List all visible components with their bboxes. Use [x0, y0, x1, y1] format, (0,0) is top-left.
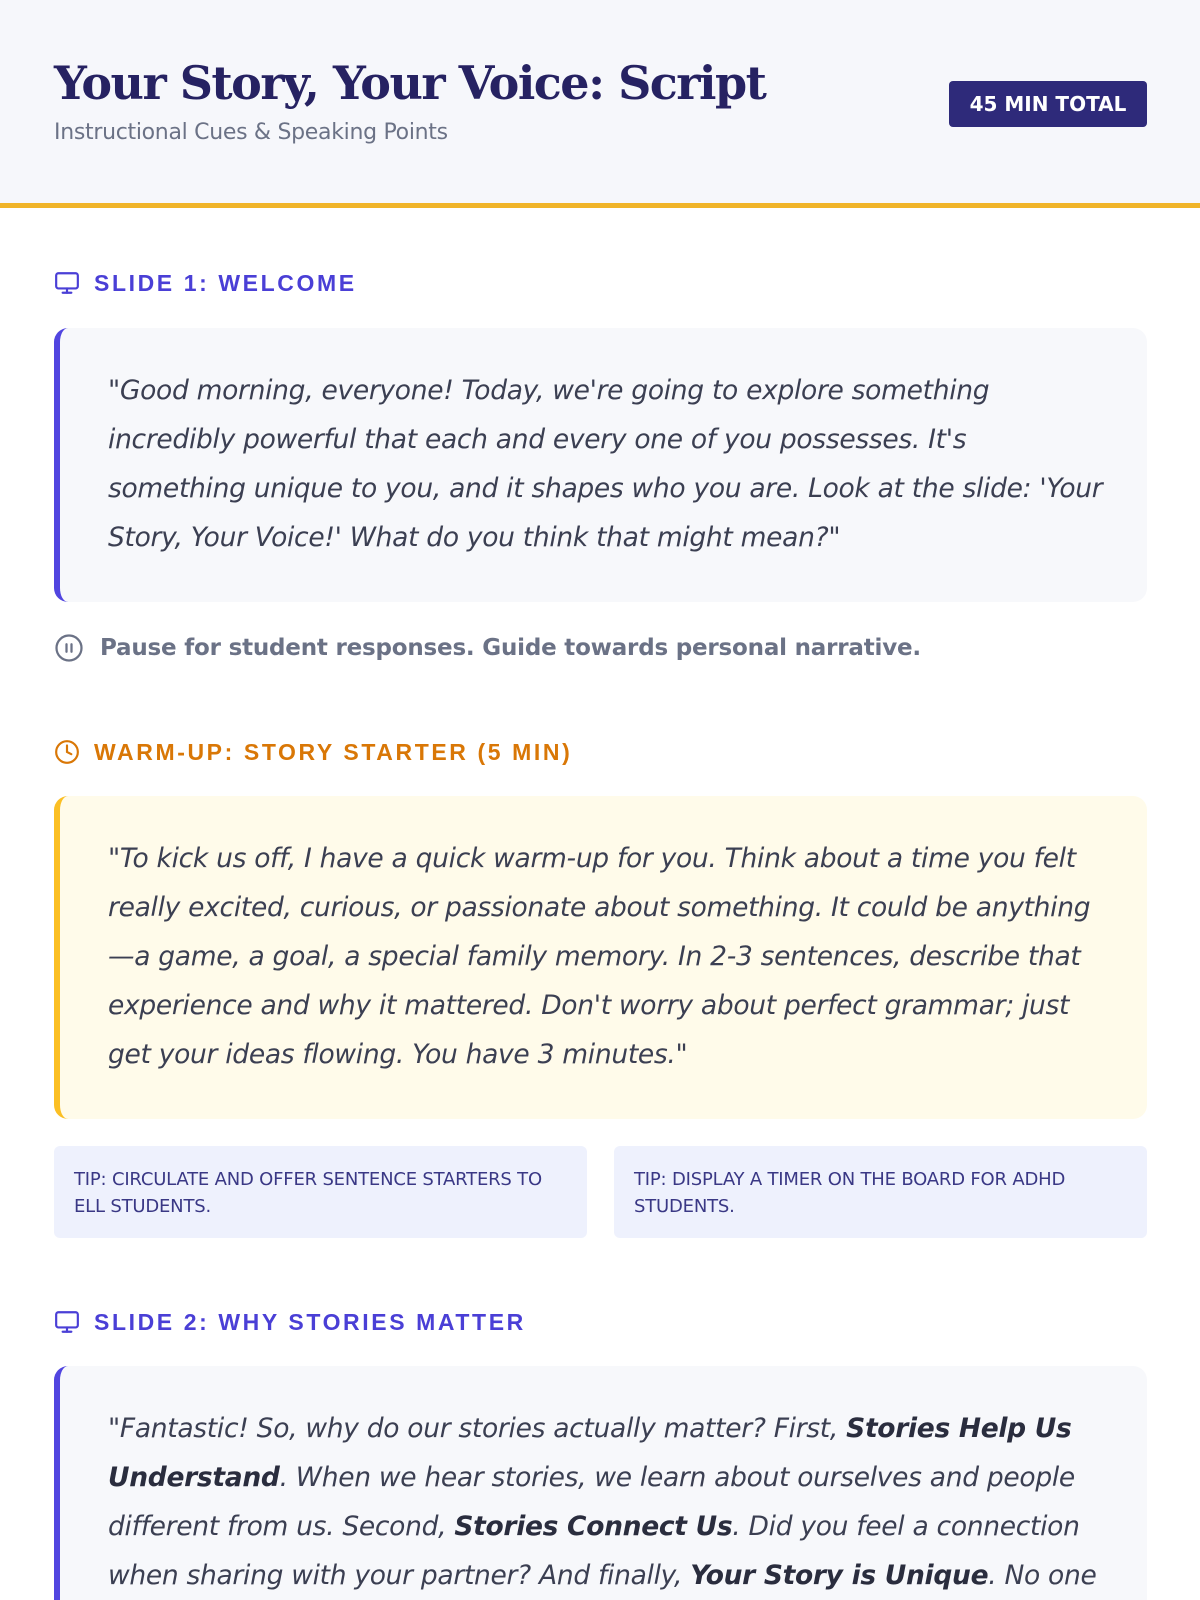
section-heading-label: SLIDE 1: WELCOME: [94, 269, 357, 296]
quote-text: . When we hear stories, we learn about ourselves and people different from us. Second,: [108, 1462, 1075, 1542]
page-subtitle: Instructional Cues & Speaking Points: [54, 120, 448, 145]
pause-cue: [54, 633, 921, 663]
pause-cue-text: Pause for student responses. Guide towards personal narrative.: [100, 635, 921, 661]
quote-text: . Did you feel a connection when sharing with your partner? And finally,: [108, 1511, 1080, 1591]
script-quote-slide-1: "Good morning, everyone! Today, we're going to explore something incredibly powerful that each and every one of you possesses. It's something unique to you, and it shapes who you are. Look at the slide: 'Your Story, Your Voice!' What do you think that might mean?": [54, 328, 1147, 602]
section-heading-label: WARM-UP: STORY STARTER (5 MIN): [94, 738, 573, 765]
script-quote-warm-up: "To kick us off, I have a quick warm-up for you. Think about a time you felt really excited, curious, or passionate about something. It could be anything—a game, a goal, a special family memory. In 2-3 sentences, describe that experience and why it mattered. Don't worry about perfect grammar; just get your ideas flowing. You have 3 minutes.": [54, 796, 1147, 1119]
page-header: [0, 0, 1200, 208]
monitor-icon: [54, 270, 80, 296]
tip-card-adhd: TIP: DISPLAY A TIMER ON THE BOARD FOR ADHD STUDENTS.: [614, 1146, 1147, 1238]
script-quote-slide-2: [54, 1366, 1147, 1600]
section-heading-warm-up: [54, 737, 572, 767]
section-heading-label: SLIDE 2: WHY STORIES MATTER: [94, 1308, 526, 1335]
section-heading-slide-2: [54, 1307, 526, 1337]
total-time-badge: 45 MIN TOTAL: [949, 81, 1147, 127]
key-point-unique: Your Story is Unique: [690, 1560, 989, 1591]
monitor-icon: [54, 1309, 80, 1335]
tip-card-ell: TIP: CIRCULATE AND OFFER SENTENCE STARTERS TO ELL STUDENTS.: [54, 1146, 587, 1238]
quote-text: "Fantastic! So, why do our stories actually matter? First,: [108, 1413, 847, 1444]
quote-text: . No one: [988, 1560, 1097, 1591]
pause-circle-icon: [54, 633, 84, 663]
page-title: Your Story, Your Voice: Script: [54, 56, 766, 110]
section-heading-slide-1: [54, 268, 357, 298]
key-point-connect: Stories Connect Us: [454, 1511, 733, 1542]
clock-icon: [54, 739, 80, 765]
key-point-understand: Stories Help Us Understand: [108, 1413, 1072, 1493]
